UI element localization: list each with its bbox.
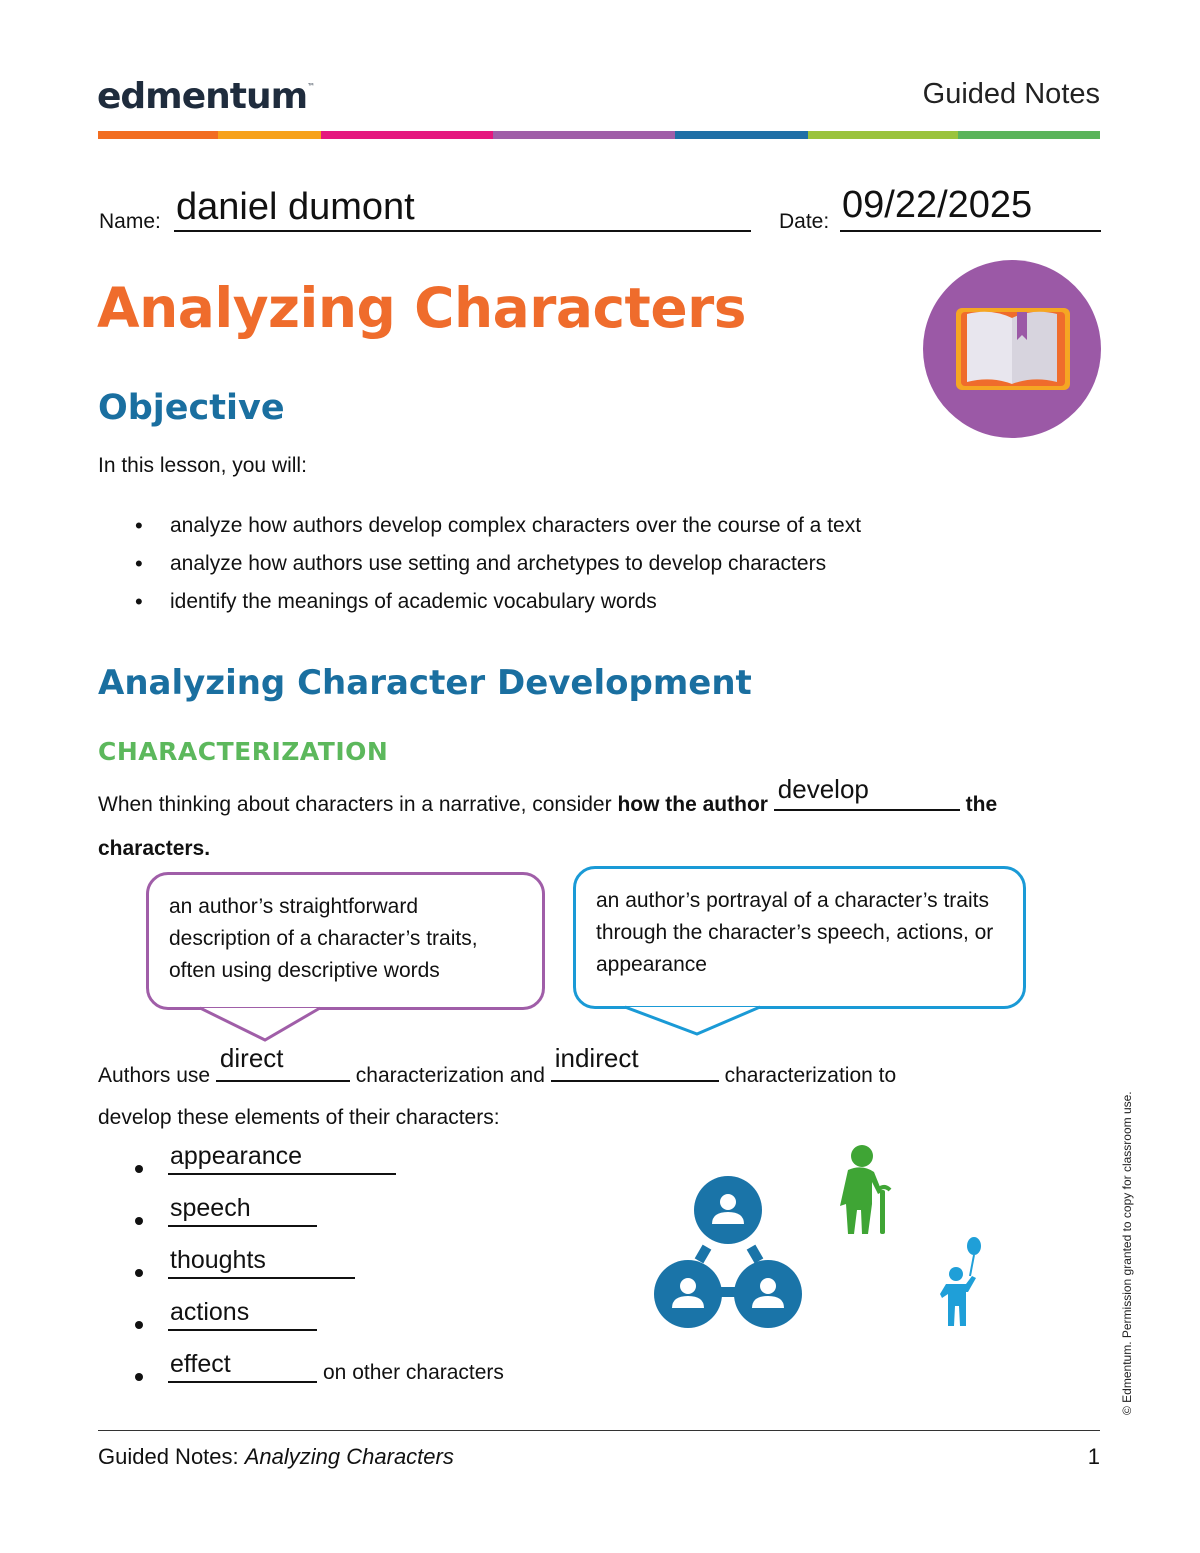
- authors-sentence-line2: develop these elements of their characters:: [98, 1106, 500, 1129]
- objective-intro: In this lesson, you will:: [98, 454, 307, 477]
- footer-title: Guided Notes: Analyzing Characters: [98, 1444, 454, 1469]
- edmentum-logo: edmentum™: [97, 76, 315, 117]
- list-item: • analyze how authors use setting and archetypes to develop characters: [98, 545, 861, 583]
- characterization-sentence-end: characters.: [98, 837, 211, 860]
- elderly-person-icon: [832, 1144, 894, 1236]
- appearance-blank[interactable]: appearance: [168, 1143, 396, 1175]
- list-item: [135, 1247, 355, 1279]
- objective-heading: Objective: [98, 388, 285, 428]
- indirect-bubble-tail: [625, 1004, 765, 1040]
- copyright-note: © Edmentum. Permission granted to copy for classroom use.: [1120, 1091, 1134, 1415]
- footer-divider: [98, 1430, 1100, 1431]
- bullet: [135, 1217, 143, 1225]
- characterization-sentence: When thinking about characters in a narrative, consider how the author develop the: [98, 774, 998, 816]
- date-value: 09/22/2025: [842, 184, 1033, 226]
- date-field[interactable]: [840, 186, 1101, 232]
- list-item: [135, 1299, 317, 1331]
- list-item: [135, 1351, 504, 1383]
- name-label: Name:: [99, 210, 161, 233]
- people-network-icon: [654, 1176, 804, 1328]
- direct-definition-bubble: an author’s straightforward description of a character’s traits, often using descriptive words: [146, 872, 545, 1010]
- list-item: [135, 1143, 396, 1175]
- develop-blank[interactable]: develop: [774, 789, 960, 811]
- bullet: [135, 1269, 143, 1277]
- header-color-bar: [98, 131, 1100, 139]
- date-label: Date:: [779, 210, 830, 233]
- authors-sentence: Authors use direct characterization and indirect characterization to: [98, 1043, 897, 1087]
- page-number: 1: [1087, 1444, 1100, 1469]
- page-title: Analyzing Characters: [97, 276, 747, 340]
- name-field[interactable]: [174, 186, 751, 232]
- header-label: Guided Notes: [922, 78, 1100, 110]
- child-with-balloon-icon: [936, 1236, 986, 1328]
- thoughts-blank[interactable]: thoughts: [168, 1247, 355, 1279]
- list-item: [135, 1195, 317, 1227]
- actions-blank[interactable]: actions: [168, 1299, 317, 1331]
- section-heading: Analyzing Character Development: [98, 663, 752, 703]
- direct-blank[interactable]: direct: [216, 1060, 350, 1082]
- bullet: [135, 1165, 143, 1173]
- list-item: • analyze how authors develop complex characters over the course of a text: [98, 507, 861, 545]
- subheading: CHARACTERIZATION: [98, 737, 389, 766]
- name-value: daniel dumont: [176, 186, 415, 228]
- objective-list: [98, 507, 861, 621]
- effect-suffix: on other characters: [323, 1361, 504, 1384]
- book-icon: [921, 258, 1103, 440]
- bullet: [135, 1373, 143, 1381]
- list-item: • identify the meanings of academic vocabulary words: [98, 583, 861, 621]
- direct-bubble-tail: [200, 1005, 330, 1045]
- speech-blank[interactable]: speech: [168, 1195, 317, 1227]
- indirect-definition-bubble: an author’s portrayal of a character’s traits through the character’s speech, actions, or appearance: [573, 866, 1026, 1009]
- bullet: [135, 1321, 143, 1329]
- indirect-blank[interactable]: indirect: [551, 1060, 719, 1082]
- effect-blank[interactable]: effect: [168, 1351, 317, 1383]
